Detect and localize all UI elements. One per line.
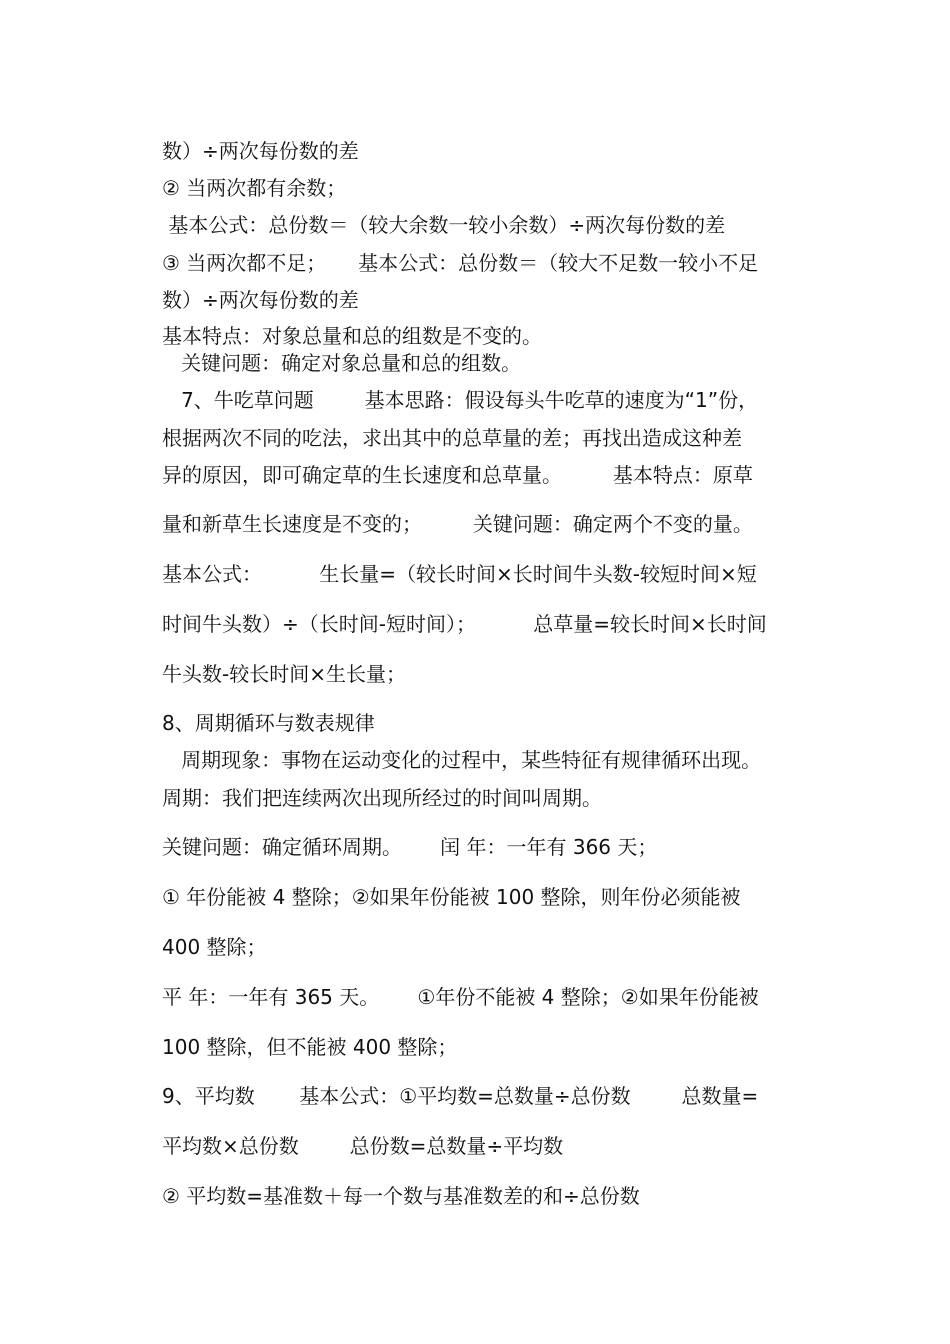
text-line: 基本特点：对象总量和总的组数是不变的。 — [162, 324, 542, 348]
text-line: 时间牛头数）÷（长时间-短时间）； 总草量=较长时间×长时间 — [162, 612, 767, 636]
text-line: 异的原因，即可确定草的生长速度和总草量。 基本特点：原草 — [162, 463, 753, 487]
text-line: 平 年：一年有 365 天。 ①年份不能被 4 整除；②如果年份能被 — [162, 985, 759, 1009]
section-heading-8: 8、周期循环与数表规律 — [162, 711, 375, 735]
text-line: ① 年份能被 4 整除；②如果年份能被 100 整除，则年份必须能被 — [162, 885, 741, 909]
text-line: 数）÷两次每份数的差 — [162, 288, 359, 312]
text-line: 牛头数-较长时间×生长量； — [162, 662, 406, 686]
text-line: 关键问题：确定对象总量和总的组数。 — [162, 351, 522, 375]
text-line: 根据两次不同的吃法，求出其中的总草量的差；再找出造成这种差 — [162, 426, 742, 450]
text-line: ③ 当两次都不足； 基本公式：总份数＝（较大不足数一较小不足 — [162, 251, 759, 275]
text-line: 平均数×总份数 总份数=总数量÷平均数 — [162, 1134, 564, 1158]
text-line: ② 当两次都有余数； — [162, 176, 347, 200]
text-line: 100 整除，但不能被 400 整除； — [162, 1035, 458, 1059]
text-line: 基本公式：总份数＝（较大余数一较小余数）÷两次每份数的差 — [162, 213, 726, 237]
text-line: 数）÷两次每份数的差 — [162, 139, 359, 163]
text-line: 关键问题：确定循环周期。 闰 年：一年有 366 天； — [162, 835, 658, 859]
text-line: 量和新草生长速度是不变的； 关键问题：确定两个不变的量。 — [162, 512, 753, 536]
text-line: 周期现象：事物在运动变化的过程中，某些特征有规律循环出现。 — [162, 748, 762, 772]
text-line: ② 平均数=基准数＋每一个数与基准数差的和÷总份数 — [162, 1184, 640, 1208]
text-line: 周期：我们把连续两次出现所经过的时间叫周期。 — [162, 786, 602, 810]
text-line: 基本公式： 生长量=（较长时间×长时间牛头数-较短时间×短 — [162, 562, 757, 586]
section-heading-7: 7、牛吃草问题 基本思路：假设每头牛吃草的速度为“1”份， — [162, 388, 759, 412]
text-line: 400 整除； — [162, 935, 267, 959]
section-heading-9: 9、平均数 基本公式：①平均数=总数量÷总份数 总数量= — [162, 1084, 759, 1108]
